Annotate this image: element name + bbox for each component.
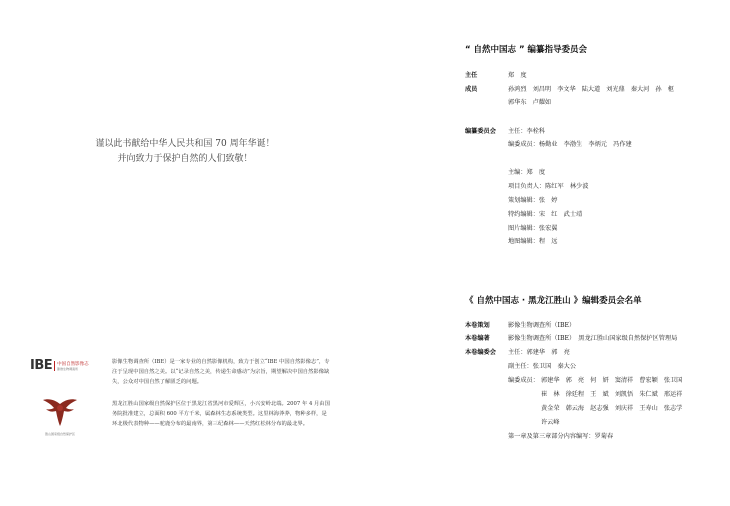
member-name: 黄金荣 (541, 405, 560, 412)
ibe-logo-text: IBE (30, 358, 53, 373)
board-members-row (541, 403, 688, 414)
ibe-logo-cn: 中国自然影像志 (57, 361, 89, 367)
board-director: 主任：郭建华 郭 亮 (508, 349, 570, 356)
member-name: 刘庆祥 (614, 405, 634, 412)
dedication-line-1: 谨以此书献给中华人民共和国 70 周年华诞！ (95, 139, 275, 149)
ibe-description: 影像生物调查所（IBE）是一家专业的自然影像机构，致力于创立“IBE 中国自然影像志”，专注于呈现中国自然之美。以“记录自然之美，传递生命感动”为宗旨，期望解决中国自然影像缺失，公众对中国自然了解匮乏的问题。 (112, 359, 330, 385)
member-name: 曹宏颖 (639, 377, 658, 384)
member-name: 赵志强 (590, 405, 609, 412)
member-name: 王 斌 (590, 391, 609, 398)
member-name: 邢运祥 (663, 391, 683, 398)
board-members-row (541, 375, 688, 386)
board-members-row (541, 389, 688, 400)
member-name: 孙 枢 (655, 86, 674, 93)
committee-title: “ 自然中国志 ” 编纂指导委员会 (465, 45, 588, 55)
reserve-logo-text: 胜山国家级自然保护区 (44, 432, 75, 436)
staff-row: 主编：郑 度 (508, 169, 546, 176)
staff-row: 策划编辑：张 婷 (508, 197, 558, 204)
plan-value: 影像生物调查所（IBE） (508, 322, 576, 329)
footnote: 第一章及第三章部分内容编写：罗菊春 (508, 433, 614, 440)
member-name: 王寿山 (639, 405, 658, 412)
chair-label: 主任 (465, 72, 478, 79)
moose-emblem-icon (37, 398, 83, 428)
member-name: 卢耀如 (532, 99, 552, 106)
member-name: 秦大河 (630, 86, 650, 93)
member-name: 许云峰 (541, 419, 560, 426)
ibe-logo (30, 358, 100, 378)
member-name: 刘凯悟 (614, 391, 634, 398)
member-name: 张卫国 (663, 377, 683, 384)
ibe-logo-sub: 影像生物调查所 (57, 366, 79, 371)
compile-label: 本卷编著 (465, 335, 490, 342)
staff-row: 图片编辑：张宏翼 (508, 225, 558, 232)
staff-row: 项目负责人：陈红军 林少波 (508, 183, 589, 190)
editorial-label: 编纂委员会 (465, 128, 496, 135)
board-members-prefix: 编委成员： (508, 377, 539, 384)
reserve-description: 黑龙江胜山国家级自然保护区位于黑龙江省黑河市爱辉区，小兴安岭北端。2007 年 4 月由国务院批准建立，总面积 600 平方千米，属森林生态系统类型。这里林海莽莽，物种多样，是环北极代表物种——驼鹿分布的最南界，第三纪森林——天然红松林分布的最北界。 (112, 401, 330, 427)
editorial-row: 编委成员：杨勤业 李渤生 李炳元 冯作建 (508, 141, 632, 148)
volume-title: 《 自然中国志 · 黑龙江胜山 》编辑委员会名单 (465, 296, 642, 306)
board-deputy: 副主任：张卫国 秦大公 (508, 363, 577, 370)
members-label: 成员 (465, 86, 478, 93)
member-name: 徐廷程 (565, 391, 585, 398)
member-name: 窦清祥 (614, 377, 634, 384)
staff-row: 特约编辑：宋 红 武士靖 (508, 211, 583, 218)
member-name: 刘光鼎 (606, 86, 625, 93)
member-name: 朱仁斌 (639, 391, 658, 398)
member-name: 张志学 (663, 405, 683, 412)
board-label: 本卷编委会 (465, 349, 496, 356)
member-name: 李文华 (557, 86, 576, 93)
member-name: 孙鸿烈 (508, 86, 527, 93)
reserve-logo (37, 398, 83, 436)
member-name: 何 妍 (590, 377, 609, 384)
members-line-2 (508, 97, 557, 108)
plan-label: 本卷策划 (465, 322, 490, 329)
dedication-line-2: 并向致力于保护自然的人们致敬！ (117, 154, 253, 164)
chair-name: 郑 度 (508, 72, 527, 79)
member-name: 崔 林 (541, 391, 560, 398)
editorial-row: 主任：李栓科 (508, 128, 546, 135)
staff-row: 地图编辑：程 远 (508, 238, 558, 245)
member-name: 郭华东 (508, 99, 527, 106)
members-line-1 (508, 84, 680, 95)
compile-value: 影像生物调查所（IBE） 黑龙江胜山国家级自然保护区管理局 (508, 335, 678, 342)
member-name: 郭建华 (541, 377, 560, 384)
board-members-row (541, 417, 566, 428)
member-name: 郭 亮 (565, 377, 585, 384)
member-name: 韩云海 (565, 405, 585, 412)
member-name: 陆大道 (581, 86, 601, 93)
member-name: 刘昌明 (532, 86, 552, 93)
dedication (60, 137, 310, 167)
